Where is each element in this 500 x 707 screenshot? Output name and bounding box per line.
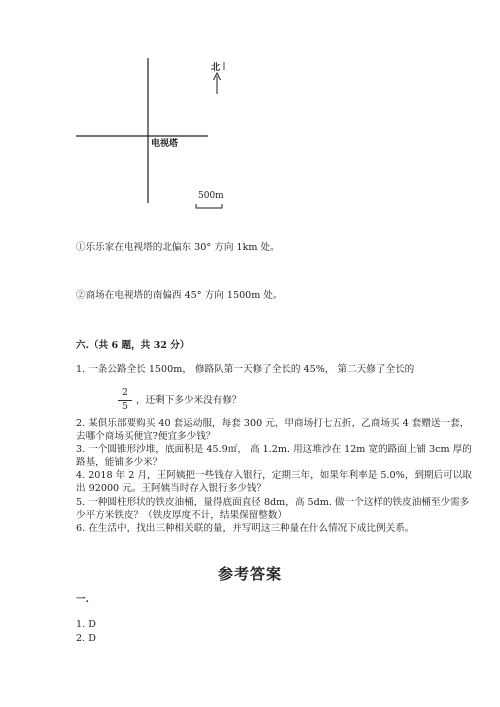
section6-heading: 六.（共 6 题，共 32 分） xyxy=(76,340,190,351)
question-5: 5. 一种圆柱形状的铁皮油桶，量得底面直径 8dm，高 5dm. 做一个这样的铁皮油桶至少需多少平方米铁皮？（铁皮厚度不计，结果保留整数） xyxy=(76,497,470,521)
question-2: 2. 某俱乐部要购买 40 套运动服，每套 300 元，甲商场打七五折，乙商场买 4 套赠送一套，去哪个商场买便宜?便宜多少钱？ xyxy=(76,418,470,442)
fraction-bar xyxy=(118,400,132,401)
scale-label: 500m xyxy=(198,191,224,201)
answers-section1-heading: 一. xyxy=(76,594,89,605)
question-4: 4. 2018 年 2 月，王阿姨把一些钱存入银行，定期三年，如果年利率是 5.0%，到期后可以取出 92000 元。王阿姨当时存入银行多少钱？ xyxy=(76,470,472,494)
question-3: 3. 一个圆锥形沙堆，底面积是 45.9㎡， 高 1.2m. 用这堆沙在 12m 宽的路面上铺 3cm 厚的路基，能铺多少米？ xyxy=(76,444,472,468)
fraction-two-fifths xyxy=(118,388,132,413)
fraction-denominator: 5 xyxy=(122,402,128,412)
fraction-numerator: 2 xyxy=(122,388,128,398)
answers-title: 参考答案 xyxy=(217,565,282,583)
question-1-line1: 1. 一条公路全长 1500m， 修路队第一天修了全长的 45%， 第二天修了全长的 xyxy=(76,364,415,375)
scale-bar xyxy=(196,204,222,208)
north-label: 北 xyxy=(211,63,221,73)
answer-1: 1. D xyxy=(76,619,96,630)
question-6: 6. 在生活中，找出三种相关联的量，并写明这三种量在什么情况下成比例关系。 xyxy=(76,523,415,534)
statement-1: ①乐乐家在电视塔的北偏东 30° 方向 1km 处。 xyxy=(76,242,280,253)
statement-2: ②商场在电视塔的南偏西 45° 方向 1500m 处。 xyxy=(76,290,283,301)
direction-map-diagram xyxy=(0,0,500,230)
question-1-line2: ，还剩下多少米没有修？ xyxy=(136,395,242,406)
answer-2: 2. D xyxy=(76,633,96,644)
tv-tower-label: 电视塔 xyxy=(151,139,179,149)
